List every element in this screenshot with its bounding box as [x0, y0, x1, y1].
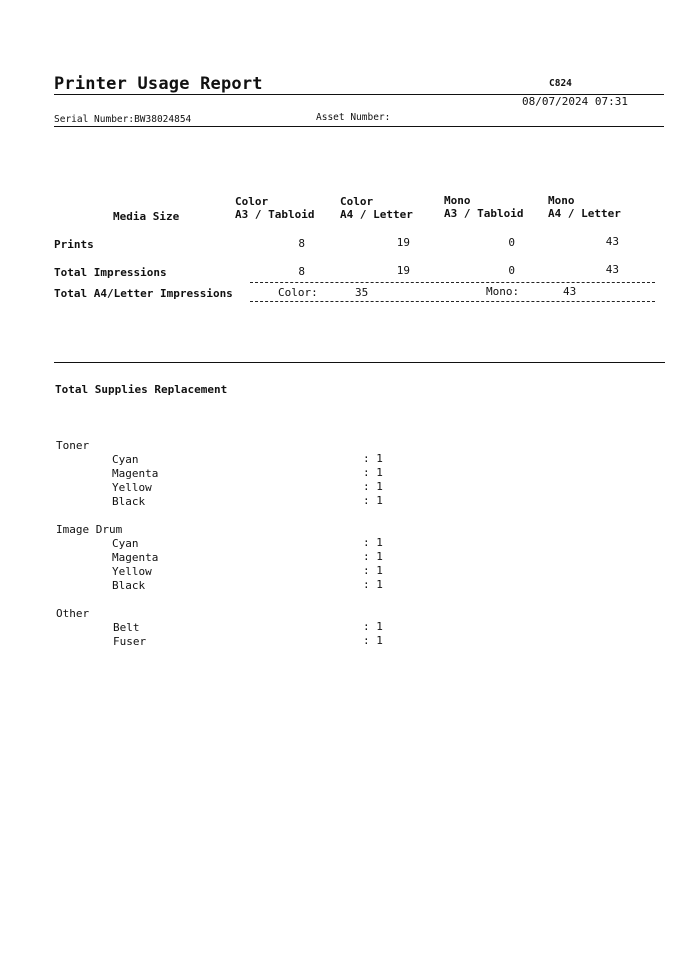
total-a4-mono-label: Mono: [486, 285, 520, 298]
printer-model: C824 [549, 78, 572, 89]
total-a4-dash-top [250, 282, 655, 283]
asset-label: Asset Number: [316, 112, 391, 123]
drum-cyan-value: : 1 [363, 536, 383, 549]
impressions-color-a3: 8 [298, 265, 305, 278]
prints-color-a4: 19 [396, 236, 410, 249]
drum-black-value: : 1 [363, 578, 383, 591]
prints-mono-a4: 43 [605, 235, 619, 248]
drum-black-label: Black [112, 579, 146, 592]
impressions-color-a4: 19 [396, 264, 410, 277]
col-color-a3-line2: A3 / Tabloid [235, 208, 315, 221]
total-a4-mono-value: 43 [563, 285, 577, 298]
col-mono-a4-line2: A4 / Letter [548, 207, 621, 220]
group-toner: Toner [56, 439, 90, 452]
toner-cyan-value: : 1 [363, 452, 383, 465]
media-size-label: Media Size [113, 210, 180, 223]
toner-black-label: Black [112, 495, 146, 508]
toner-magenta-label: Magenta [112, 467, 159, 480]
serial-value: BW38024854 [134, 114, 192, 125]
toner-yellow-label: Yellow [112, 481, 152, 494]
serial-label: Serial Number: [54, 114, 135, 125]
total-a4-dash-bottom [250, 301, 655, 302]
col-mono-a3-line1: Mono [444, 194, 471, 207]
impressions-mono-a3: 0 [508, 264, 515, 277]
report-title: Printer Usage Report [54, 74, 263, 94]
drum-magenta-label: Magenta [112, 551, 159, 564]
other-fuser-value: : 1 [363, 634, 383, 647]
group-image-drum: Image Drum [56, 523, 123, 536]
impressions-mono-a4: 43 [605, 263, 619, 276]
other-belt-label: Belt [113, 621, 140, 634]
header-rule-bottom [54, 126, 664, 127]
serial-number [54, 114, 191, 125]
toner-yellow-value: : 1 [363, 480, 383, 493]
drum-yellow-value: : 1 [363, 564, 383, 577]
row-prints-label: Prints [54, 238, 94, 251]
total-a4-label: Total A4/Letter Impressions [54, 287, 233, 300]
row-total-impressions-label: Total Impressions [54, 266, 167, 279]
col-mono-a3-line2: A3 / Tabloid [444, 207, 524, 220]
total-a4-color-label: Color: [278, 286, 318, 299]
drum-cyan-label: Cyan [112, 537, 139, 550]
col-color-a4-line1: Color [340, 195, 374, 208]
section-divider [54, 362, 665, 363]
group-other: Other [56, 607, 90, 620]
col-color-a4-line2: A4 / Letter [340, 208, 413, 221]
drum-magenta-value: : 1 [363, 550, 383, 563]
supplies-heading: Total Supplies Replacement [55, 383, 228, 396]
other-belt-value: : 1 [363, 620, 383, 633]
prints-mono-a3: 0 [508, 236, 515, 249]
toner-black-value: : 1 [363, 494, 383, 507]
col-color-a3-line1: Color [235, 195, 269, 208]
report-datetime: 08/07/2024 07:31 [522, 95, 628, 108]
total-a4-color-value: 35 [355, 286, 369, 299]
asset-number [316, 112, 390, 123]
prints-color-a3: 8 [298, 237, 305, 250]
toner-magenta-value: : 1 [363, 466, 383, 479]
toner-cyan-label: Cyan [112, 453, 139, 466]
col-mono-a4-line1: Mono [548, 194, 575, 207]
other-fuser-label: Fuser [113, 635, 147, 648]
drum-yellow-label: Yellow [112, 565, 152, 578]
